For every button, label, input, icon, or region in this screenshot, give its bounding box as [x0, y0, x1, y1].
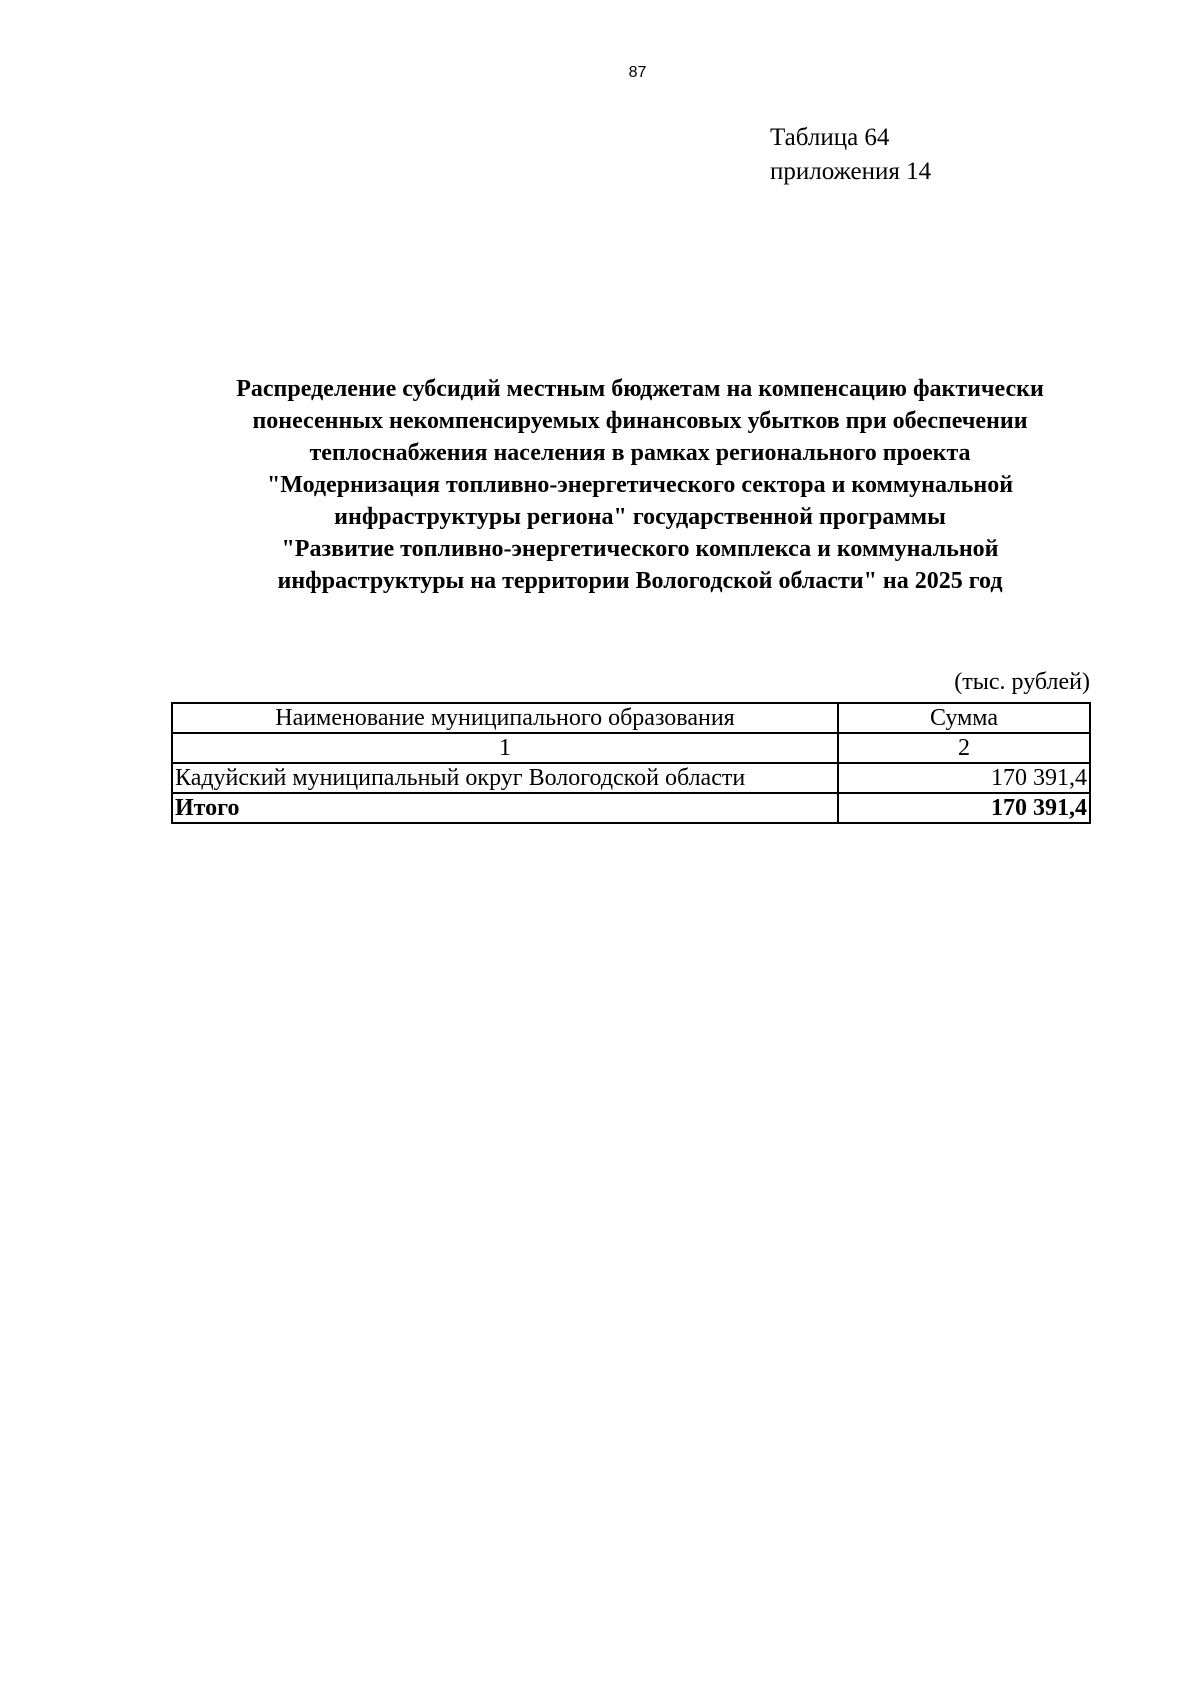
title-line: инфраструктуры региона" государственной программы	[334, 504, 946, 530]
column-number-2: 2	[838, 733, 1090, 763]
table-row	[172, 763, 1090, 793]
total-amount: 170 391,4	[838, 793, 1090, 823]
total-label: Итого	[172, 793, 838, 823]
title-line: инфраструктуры на территории Вологодской области" на 2025 год	[277, 568, 1003, 594]
header-row	[172, 703, 1090, 733]
units-label: (тыс. рублей)	[954, 669, 1090, 695]
title-line: "Развитие топливно-энергетического комплекса и коммунальной	[281, 536, 999, 562]
amount-value: 170 391,4	[838, 763, 1090, 793]
document-title	[160, 373, 1120, 597]
title-line: Распределение субсидий местным бюджетам на компенсацию фактически	[236, 376, 1044, 402]
title-line: "Модернизация топливно-энергетического сектора и коммунальной	[266, 472, 1014, 498]
header-municipality: Наименование муниципального образования	[172, 703, 838, 733]
distribution-table	[171, 702, 1091, 824]
column-number-1: 1	[172, 733, 838, 763]
total-row	[172, 793, 1090, 823]
table-reference	[770, 121, 931, 189]
municipality-name: Кадуйский муниципальный округ Вологодской области	[172, 763, 838, 793]
table-reference-line-1: Таблица 64	[770, 124, 890, 151]
header-amount: Сумма	[838, 703, 1090, 733]
column-number-row	[172, 733, 1090, 763]
table-reference-line-2: приложения 14	[770, 158, 932, 185]
title-line: понесенных некомпенсируемых финансовых убытков при обеспечении	[252, 408, 1028, 434]
title-line: теплоснабжения населения в рамках регионального проекта	[309, 440, 971, 466]
page-number: 87	[628, 64, 647, 81]
